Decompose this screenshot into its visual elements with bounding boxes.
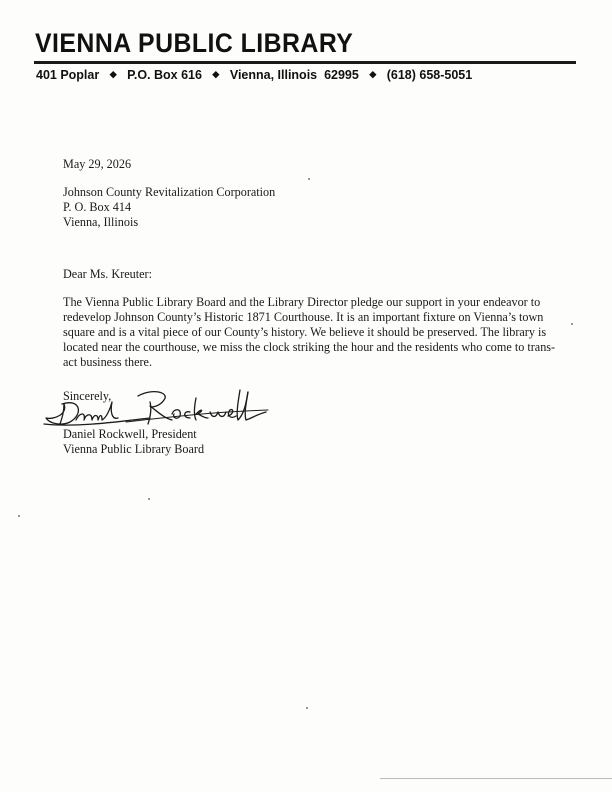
address-po-box: P.O. Box 616 (127, 68, 202, 82)
letterhead-address (36, 69, 472, 82)
body-line: square and is a vital piece of our County’s history. We believe it should be preserved. The library is (63, 325, 547, 339)
letter-date: May 29, 2026 (63, 157, 132, 171)
signer-block (63, 427, 204, 457)
signer-organization: Vienna Public Library Board (63, 442, 205, 456)
letterhead-title (35, 30, 353, 57)
recipient-line: Johnson County Revitalization Corporation (63, 185, 276, 199)
diamond-separator-icon: ◆ (109, 69, 117, 79)
body-line: located near the courthouse, we miss the clock striking the hour and the residents who come to trans- (63, 340, 556, 354)
closing: Sincerely, (63, 389, 112, 403)
handwritten-signature (40, 384, 270, 432)
body-line: act business there. (63, 355, 153, 369)
diamond-separator-icon: ◆ (212, 69, 220, 79)
recipient-line: P. O. Box 414 (63, 200, 132, 214)
scan-edge-line (380, 778, 612, 779)
signer-name-title: Daniel Rockwell, President (63, 427, 197, 441)
address-city: Vienna, Illinois 62995 (229, 68, 359, 82)
letterhead-rule (34, 61, 576, 64)
address-phone: (618) 658-5051 (386, 68, 473, 82)
salutation: Dear Ms. Kreuter: (63, 267, 153, 281)
body-line: redevelop Johnson County’s Historic 1871 Courthouse. It is an important fixture on Vienna’s town (63, 310, 544, 324)
recipient-line: Vienna, Illinois (63, 215, 139, 229)
body-line: The Vienna Public Library Board and the Library Director pledge our support in your endeavor to (63, 295, 541, 309)
diamond-separator-icon: ◆ (369, 69, 377, 79)
library-name: VIENNA PUBLIC LIBRARY (35, 28, 354, 58)
letter-body-paragraph (63, 295, 556, 370)
recipient-address (63, 185, 275, 230)
address-street: 401 Poplar (36, 68, 100, 82)
